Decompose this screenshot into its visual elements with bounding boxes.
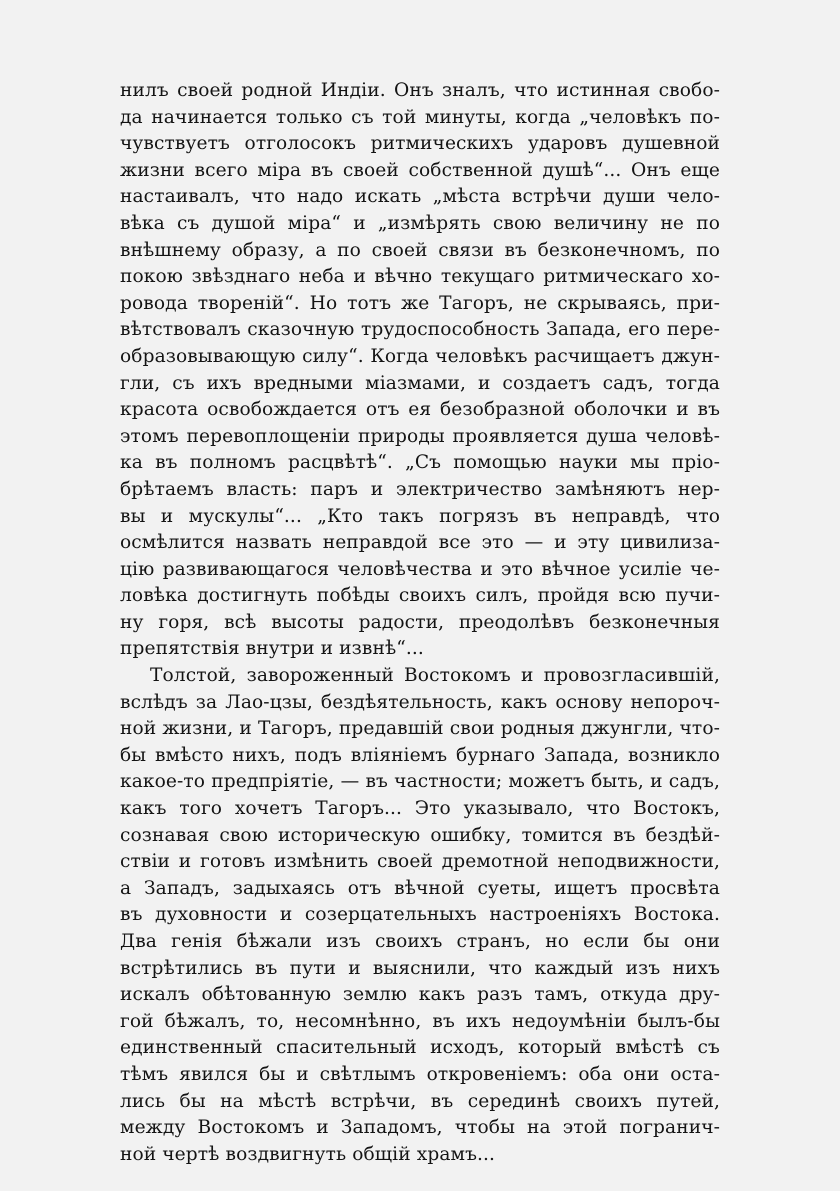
text-line: жизни всего міра въ своей собственной душѣ“... Онъ еще [120, 159, 720, 181]
text-line: ну горя, всѣ высоты радости, преодолѣвъ безконечныя [120, 611, 720, 633]
text-line: бы вмѣсто нихъ, подъ вліяніемъ бурнаго Запада, возникло [120, 744, 720, 766]
text-line: внѣшнему образу, а по своей связи въ безконечномъ, по [120, 239, 720, 261]
text-line: искалъ обѣтованную землю какъ разъ тамъ, откуда дру- [120, 984, 720, 1006]
text-line: въ духовности и созерцательныхъ настроеніяхъ Востока. [120, 904, 720, 926]
text-line: вы и мускулы“... „Кто такъ погрязъ въ неправдѣ, что [120, 505, 720, 527]
text-line: препятствія внутри и извнѣ“... [120, 638, 424, 660]
text-line: вслѣдъ за Лао-цзы, бездѣятельность, какъ основу непороч- [120, 691, 720, 713]
text-line: вѣтствовалъ сказочную трудоспособность Запада, его пере- [120, 319, 720, 341]
text-line: ровода творенiй“. Но тотъ же Тагоръ, не скрываясь, при- [120, 292, 720, 314]
text-line: да начинается только съ той минуты, когда „человѣкъ по- [120, 106, 720, 128]
text-line: встрѣтились въ пути и выяснили, что каждый изъ нихъ [120, 957, 720, 979]
text-line: сознавая свою историческую ошибку, томится въ бездѣй- [120, 824, 720, 846]
text-line: Толстой, завороженный Востокомъ и провозгласившій, [150, 665, 720, 687]
text-line: тѣмъ явился бы и свѣтлымъ откровеніемъ: оба они оста- [120, 1063, 720, 1085]
paragraph [120, 663, 720, 1168]
text-line: лись бы на мѣстѣ встрѣчи, въ серединѣ своихъ путей, [120, 1090, 720, 1112]
text-line: ной жизни, и Тагоръ, предавшій свои родныя джунгли, что- [120, 718, 720, 740]
text-line: чувствуетъ отголосокъ ритмическихъ ударовъ душевной [120, 133, 720, 155]
text-line: а Западъ, задыхаясь отъ вѣчной суеты, ищетъ просвѣта [120, 877, 720, 899]
text-line: ка въ полномъ расцвѣтѣ“. „Съ помощью науки мы пріо- [120, 452, 720, 474]
text-line: какое-то предпріятіе, — въ частности; можетъ быть, и садъ, [120, 771, 720, 793]
text-line: гой бѣжалъ, то, несомнѣнно, въ ихъ недоумѣніи былъ-бы [120, 1010, 720, 1032]
text-line: настаивалъ, что надо искать „мѣста встрѣчи души чело- [120, 186, 720, 208]
text-line: осмѣлится назвать неправдой все это — и эту цивилиза- [120, 532, 720, 554]
text-line: нилъ своей родной Индіи. Онъ зналъ, что истинная свобо- [120, 80, 720, 101]
text-line: гли, съ ихъ вредными міазмами, и создаетъ садъ, тогда [120, 372, 720, 394]
text-line: ной чертѣ воздвигнуть общій храмъ... [120, 1143, 496, 1165]
text-line: какъ того хочетъ Тагоръ... Это указывало, что Востокъ, [120, 798, 720, 820]
text-line: между Востокомъ и Западомъ, чтобы на этой погранич- [120, 1117, 720, 1139]
text-line: образовывающую силу“. Когда человѣкъ расчищаетъ джун- [120, 345, 720, 367]
text-line: ствіи и готовъ измѣнить своей дремотной неподвижности, [120, 851, 720, 873]
text-line: этомъ перевоплощеніи природы проявляется душа человѣ- [120, 425, 720, 447]
text-line: цію развивающагося человѣчества и это вѣчное усиліе че- [120, 558, 720, 580]
text-line: Два генія бѣжали изъ своихъ странъ, но если бы они [120, 931, 720, 952]
body-text [120, 78, 720, 1168]
text-line: брѣтаемъ власть: паръ и электричество замѣняютъ нер- [120, 478, 720, 500]
text-line: покою звѣзднаго неба и вѣчно текущаго ритмическаго хо- [120, 266, 720, 288]
text-line: красота освобождается отъ ея безобразной оболочки и въ [120, 399, 720, 421]
text-line: вѣка съ душой міра“ и „измѣрять свою величину не по [120, 212, 720, 234]
text-line: ловѣка достигнуть побѣды своихъ силъ, пройдя всю пучи- [120, 585, 720, 607]
paragraph [120, 78, 720, 663]
text-line: единственный спасительный исходъ, который вмѣстѣ съ [120, 1037, 720, 1059]
